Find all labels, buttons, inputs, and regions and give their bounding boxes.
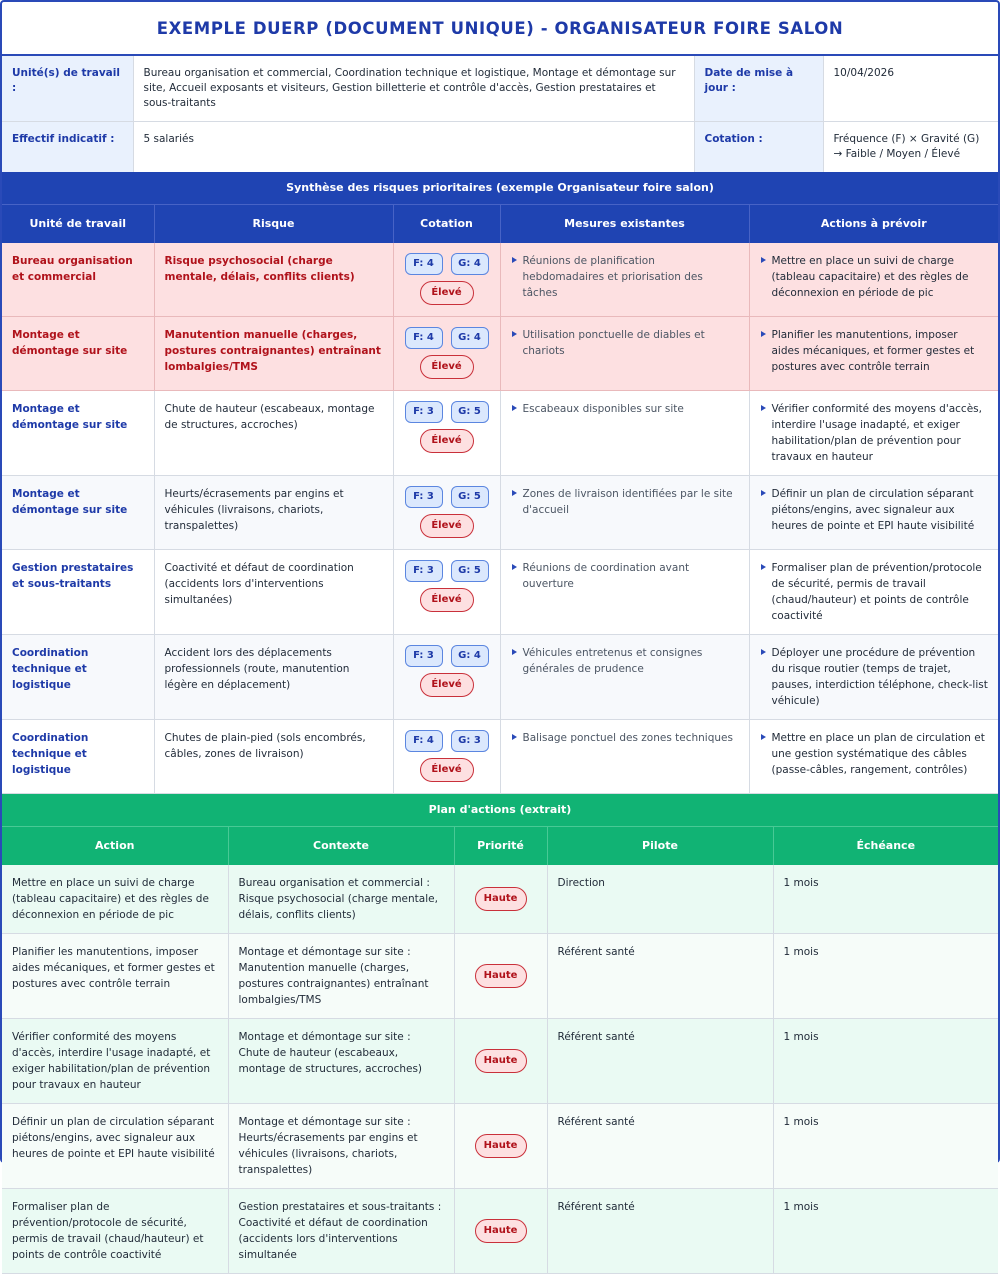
frequency-chip: F: 4 bbox=[405, 253, 443, 275]
risk-level-badge: Élevé bbox=[420, 758, 474, 782]
risk-level-badge: Élevé bbox=[420, 429, 474, 453]
plan-priority bbox=[454, 933, 547, 1018]
planned-actions bbox=[749, 635, 998, 720]
risk-cotation bbox=[393, 720, 500, 794]
plan-row bbox=[2, 865, 998, 934]
risk-row bbox=[2, 635, 998, 720]
priority-badge: Haute bbox=[475, 1134, 527, 1158]
frequency-chip: F: 3 bbox=[405, 486, 443, 508]
action-text: Planifier les manutentions, imposer aides mécaniques, et former gestes et postures avec contrôle terrain bbox=[771, 329, 975, 373]
risk-row bbox=[2, 243, 998, 317]
gravity-chip: G: 5 bbox=[451, 401, 489, 423]
plan-pilot: Référent santé bbox=[547, 1103, 773, 1188]
risk-unit: Montage et démontage sur site bbox=[2, 391, 154, 476]
cotation-value: Fréquence (F) × Gravité (G) → Faible / Moyen / Élevé bbox=[833, 133, 980, 160]
col-header-action: Action bbox=[2, 827, 228, 865]
risk-description: Chute de hauteur (escabeaux, montage de structures, accroches) bbox=[154, 391, 393, 476]
existing-measures bbox=[500, 476, 749, 550]
measure-text: Réunions de planification hebdomadaires et priorisation des tâches bbox=[522, 254, 703, 299]
planned-actions bbox=[749, 391, 998, 476]
risk-cotation bbox=[393, 550, 500, 635]
risk-row bbox=[2, 317, 998, 391]
existing-measures bbox=[500, 243, 749, 317]
plan-action: Mettre en place un suivi de charge (tableau capacitaire) et des règles de déconnexion en période de pic bbox=[2, 865, 228, 934]
frequency-chip: F: 3 bbox=[405, 560, 443, 582]
planned-actions bbox=[749, 550, 998, 635]
risks-section-title: Synthèse des risques prioritaires (exemple Organisateur foire salon) bbox=[2, 172, 998, 204]
units-value: Bureau organisation et commercial, Coordination technique et logistique, Montage et démontage sur site, Accueil exposants et visiteurs, Gestion billetterie et contrôle d'accès, Gestion prestataires et sous-traitants bbox=[133, 56, 694, 122]
action-text: Définir un plan de circulation séparant piétons/engins, avec signaleur aux heures de pointe et EPI haute visibilité bbox=[771, 488, 975, 532]
staff-value: 5 salariés bbox=[133, 122, 694, 173]
col-header-unit: Unité de travail bbox=[2, 205, 154, 243]
risk-description: Accident lors des déplacements professionnels (route, manutention légère en déplacement) bbox=[154, 635, 393, 720]
plan-context: Montage et démontage sur site : Chute de hauteur (escabeaux, montage de structures, accroches) bbox=[228, 1018, 454, 1103]
measure-text: Zones de livraison identifiées par le site d'accueil bbox=[522, 488, 733, 516]
bullet-triangle-icon bbox=[512, 490, 517, 496]
risk-row bbox=[2, 550, 998, 635]
measure-text: Escabeaux disponibles sur site bbox=[522, 403, 684, 415]
risk-level-badge: Élevé bbox=[420, 588, 474, 612]
bullet-triangle-icon bbox=[761, 331, 766, 337]
risk-level-badge: Élevé bbox=[420, 355, 474, 379]
measure-text: Réunions de coordination avant ouverture bbox=[522, 562, 690, 590]
risk-unit: Coordination technique et logistique bbox=[2, 720, 154, 794]
planned-actions bbox=[749, 720, 998, 794]
plan-action: Formaliser plan de prévention/protocole de sécurité, permis de travail (chaud/hauteur) et points de contrôle coactivité bbox=[2, 1188, 228, 1273]
risk-unit: Montage et démontage sur site bbox=[2, 317, 154, 391]
risk-level-badge: Élevé bbox=[420, 514, 474, 538]
bullet-triangle-icon bbox=[761, 405, 766, 411]
risk-cotation bbox=[393, 243, 500, 317]
existing-measures bbox=[500, 317, 749, 391]
plan-row bbox=[2, 1018, 998, 1103]
priority-badge: Haute bbox=[475, 1219, 527, 1243]
col-header-due: Échéance bbox=[773, 827, 998, 865]
frequency-chip: F: 4 bbox=[405, 730, 443, 752]
planned-actions bbox=[749, 243, 998, 317]
plan-due: 1 mois bbox=[773, 1018, 998, 1103]
plan-action: Définir un plan de circulation séparant piétons/engins, avec signaleur aux heures de pointe et EPI haute visibilité bbox=[2, 1103, 228, 1188]
plan-due: 1 mois bbox=[773, 933, 998, 1018]
action-plan-table bbox=[2, 826, 998, 1274]
priority-badge: Haute bbox=[475, 964, 527, 988]
plan-action: Planifier les manutentions, imposer aides mécaniques, et former gestes et postures avec contrôle terrain bbox=[2, 933, 228, 1018]
plan-priority bbox=[454, 1103, 547, 1188]
risk-description: Chutes de plain-pied (sols encombrés, câbles, zones de livraison) bbox=[154, 720, 393, 794]
plan-row bbox=[2, 933, 998, 1018]
priority-badge: Haute bbox=[475, 1049, 527, 1073]
units-label: Unité(s) de travail : bbox=[2, 56, 133, 122]
plan-priority bbox=[454, 1188, 547, 1273]
col-header-context: Contexte bbox=[228, 827, 454, 865]
page-title: EXEMPLE DUERP (DOCUMENT UNIQUE) - ORGANISATEUR FOIRE SALON bbox=[2, 2, 998, 56]
risk-cotation bbox=[393, 476, 500, 550]
plan-due: 1 mois bbox=[773, 1103, 998, 1188]
risk-unit: Gestion prestataires et sous-traitants bbox=[2, 550, 154, 635]
date-label: Date de mise à jour : bbox=[694, 56, 823, 122]
plan-context: Montage et démontage sur site : Heurts/écrasements par engins et véhicules (livraisons, chariots, transpalettes) bbox=[228, 1103, 454, 1188]
risk-row bbox=[2, 720, 998, 794]
bullet-triangle-icon bbox=[512, 331, 517, 337]
action-text: Formaliser plan de prévention/protocole de sécurité, permis de travail (chaud/hauteur) et points de contrôle coactivité bbox=[771, 562, 982, 622]
risk-cotation bbox=[393, 317, 500, 391]
date-value: 10/04/2026 bbox=[823, 56, 998, 122]
planned-actions bbox=[749, 317, 998, 391]
bullet-triangle-icon bbox=[512, 405, 517, 411]
priority-badge: Haute bbox=[475, 887, 527, 911]
plan-row bbox=[2, 1188, 998, 1273]
plan-priority bbox=[454, 865, 547, 934]
col-header-actions: Actions à prévoir bbox=[749, 205, 998, 243]
frequency-chip: F: 3 bbox=[405, 401, 443, 423]
col-header-pilot: Pilote bbox=[547, 827, 773, 865]
plan-context: Bureau organisation et commercial : Risque psychosocial (charge mentale, délais, conflits clients) bbox=[228, 865, 454, 934]
col-header-risk: Risque bbox=[154, 205, 393, 243]
frequency-chip: F: 3 bbox=[405, 645, 443, 667]
gravity-chip: G: 5 bbox=[451, 560, 489, 582]
risk-unit: Coordination technique et logistique bbox=[2, 635, 154, 720]
action-text: Vérifier conformité des moyens d'accès, interdire l'usage inadapté, et exiger habilitation/plan de prévention pour travaux en hauteur bbox=[771, 403, 982, 463]
risks-table bbox=[2, 204, 998, 794]
existing-measures bbox=[500, 550, 749, 635]
col-header-cotation: Cotation bbox=[393, 205, 500, 243]
action-text: Mettre en place un plan de circulation et une gestion systématique des câbles (passe-câbles, rangement, contrôles) bbox=[771, 732, 985, 776]
bullet-triangle-icon bbox=[761, 649, 766, 655]
risk-cotation bbox=[393, 391, 500, 476]
risk-description: Risque psychosocial (charge mentale, délais, conflits clients) bbox=[154, 243, 393, 317]
existing-measures bbox=[500, 635, 749, 720]
plan-pilot: Référent santé bbox=[547, 1018, 773, 1103]
gravity-chip: G: 4 bbox=[451, 327, 489, 349]
plan-due: 1 mois bbox=[773, 865, 998, 934]
risk-unit: Montage et démontage sur site bbox=[2, 476, 154, 550]
planned-actions bbox=[749, 476, 998, 550]
bullet-triangle-icon bbox=[761, 734, 766, 740]
risk-cotation bbox=[393, 635, 500, 720]
plan-pilot: Référent santé bbox=[547, 1188, 773, 1273]
staff-label: Effectif indicatif : bbox=[2, 122, 133, 173]
measure-text: Utilisation ponctuelle de diables et chariots bbox=[522, 329, 705, 357]
plan-pilot: Référent santé bbox=[547, 933, 773, 1018]
risk-row bbox=[2, 391, 998, 476]
plan-row bbox=[2, 1103, 998, 1188]
plan-due: 1 mois bbox=[773, 1188, 998, 1273]
risk-description: Manutention manuelle (charges, postures contraignantes) entraînant lombalgies/TMS bbox=[154, 317, 393, 391]
col-header-priority: Priorité bbox=[454, 827, 547, 865]
bullet-triangle-icon bbox=[512, 564, 517, 570]
risk-row bbox=[2, 476, 998, 550]
bullet-triangle-icon bbox=[512, 257, 517, 263]
existing-measures bbox=[500, 391, 749, 476]
risk-description: Heurts/écrasements par engins et véhicules (livraisons, chariots, transpalettes) bbox=[154, 476, 393, 550]
action-text: Déployer une procédure de prévention du risque routier (temps de trajet, pauses, interdiction téléphone, check-list véhicule) bbox=[771, 647, 988, 707]
plan-pilot: Direction bbox=[547, 865, 773, 934]
measure-text: Véhicules entretenus et consignes générales de prudence bbox=[522, 647, 703, 675]
bullet-triangle-icon bbox=[761, 490, 766, 496]
plan-priority bbox=[454, 1018, 547, 1103]
gravity-chip: G: 4 bbox=[451, 253, 489, 275]
gravity-chip: G: 4 bbox=[451, 645, 489, 667]
risk-level-badge: Élevé bbox=[420, 281, 474, 305]
col-header-measures: Mesures existantes bbox=[500, 205, 749, 243]
gravity-chip: G: 3 bbox=[451, 730, 489, 752]
risk-unit: Bureau organisation et commercial bbox=[2, 243, 154, 317]
bullet-triangle-icon bbox=[512, 734, 517, 740]
frequency-chip: F: 4 bbox=[405, 327, 443, 349]
plan-action: Vérifier conformité des moyens d'accès, interdire l'usage inadapté, et exiger habilitation/plan de prévention pour travaux en hauteur bbox=[2, 1018, 228, 1103]
cotation-label: Cotation : bbox=[694, 122, 823, 173]
bullet-triangle-icon bbox=[761, 564, 766, 570]
gravity-chip: G: 5 bbox=[451, 486, 489, 508]
bullet-triangle-icon bbox=[512, 649, 517, 655]
info-table bbox=[2, 56, 998, 172]
plan-section-title: Plan d'actions (extrait) bbox=[2, 794, 998, 826]
plan-context: Montage et démontage sur site : Manutention manuelle (charges, postures contraignantes) entraînant lombalgies/TMS bbox=[228, 933, 454, 1018]
risk-description: Coactivité et défaut de coordination (accidents lors d'interventions simultanées) bbox=[154, 550, 393, 635]
action-text: Mettre en place un suivi de charge (tableau capacitaire) et des règles de déconnexion en période de pic bbox=[771, 254, 969, 299]
plan-context: Gestion prestataires et sous-traitants : Coactivité et défaut de coordination (accidents lors d'interventions simultanée bbox=[228, 1188, 454, 1273]
measure-text: Balisage ponctuel des zones techniques bbox=[522, 732, 733, 744]
bullet-triangle-icon bbox=[761, 257, 766, 263]
risk-level-badge: Élevé bbox=[420, 673, 474, 697]
existing-measures bbox=[500, 720, 749, 794]
